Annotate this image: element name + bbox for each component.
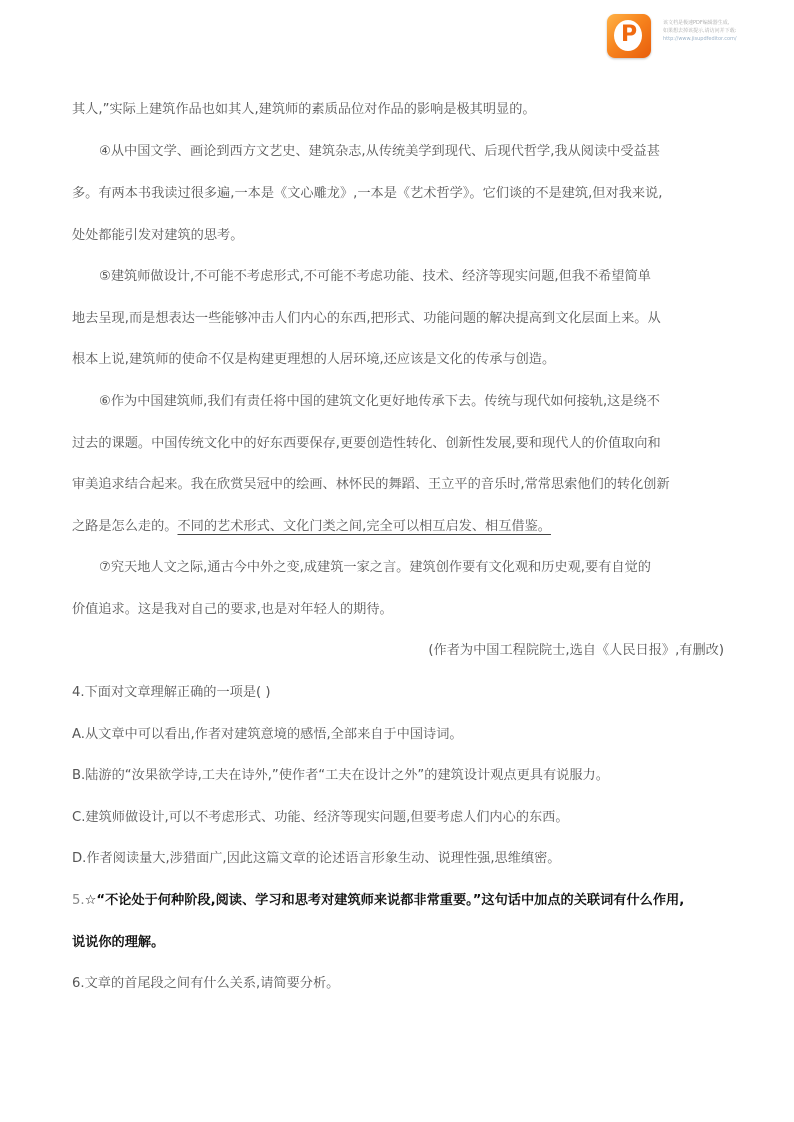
paragraph-5-line-3: 根本上说,建筑师的使命不仅是构建更理想的人居环境,还应该是文化的传承与创造。 xyxy=(72,352,556,367)
watermark-line-1: 该文档是极速PDF编辑器生成, xyxy=(663,20,730,26)
paragraph-7-line-2: 价值追求。这是我对自己的要求,也是对年轻人的期待。 xyxy=(72,602,393,617)
paragraph-6-line-4 xyxy=(72,517,551,537)
question-4-option-b: B.陆游的“汝果欲学诗,工夫在诗外,”使作者“工夫在设计之外”的建筑设计观点更具有说服力。 xyxy=(72,768,609,783)
question-5-line-1 xyxy=(72,891,684,911)
question-6: 6.文章的首尾段之间有什么关系,请简要分析。 xyxy=(72,976,340,991)
underlined-sentence: 不同的艺术形式、文化门类之间,完全可以相互启发、相互借鉴。 xyxy=(177,519,551,534)
paragraph-6-line-1: ⑥作为中国建筑师,我们有责任将中国的建筑文化更好地传承下去。传统与现代如何接轨,这是绕不 xyxy=(99,394,660,409)
paragraph-3-end: 其人,”实际上建筑作品也如其人,建筑师的素质品位对作品的影响是极其明显的。 xyxy=(72,102,536,117)
paragraph-4-line-1: ④从中国文学、画论到西方文艺史、建筑杂志,从传统美学到现代、后现代哲学,我从阅读中受益甚 xyxy=(99,144,660,159)
question-5-number: 5. xyxy=(72,893,85,908)
question-4-option-a: A.从文章中可以看出,作者对建筑意境的感悟,全部来自于中国诗词。 xyxy=(72,727,463,742)
article-source: (作者为中国工程院院士,选自《人民日报》,有删改) xyxy=(428,643,724,658)
paragraph-6-line-3: 审美追求结合起来。我在欣赏吴冠中的绘画、林怀民的舞蹈、王立平的音乐时,常常思索他们的转化创新 xyxy=(72,477,670,492)
question-5-text: ☆“不论处于何种阶段,阅读、学习和思考对建筑师来说都非常重要。”这句话中加点的关联词有什么作用, xyxy=(84,893,685,908)
paragraph-4-line-2: 多。有两本书我读过很多遍,一本是《文心雕龙》,一本是《艺术哲学》。它们谈的不是建筑,但对我来说, xyxy=(72,186,663,201)
watermark-url[interactable]: http://www.jisupdfeditor.com/ xyxy=(663,36,737,42)
paragraph-7-line-1: ⑦究天地人文之际,通古今中外之变,成建筑一家之言。建筑创作要有文化观和历史观,要有自觉的 xyxy=(99,560,651,575)
watermark-notice xyxy=(663,19,788,43)
paragraph-6-plain-text: 之路是怎么走的。 xyxy=(72,519,178,534)
paragraph-4-line-3: 处处都能引发对建筑的思考。 xyxy=(72,228,244,243)
paragraph-5-line-1: ⑤建筑师做设计,不可能不考虑形式,不可能不考虑功能、技术、经济等现实问题,但我不希望简单 xyxy=(99,269,651,284)
paragraph-6-line-2: 过去的课题。中国传统文化中的好东西要保存,更要创造性转化、创新性发展,要和现代人的价值取向和 xyxy=(72,436,661,451)
question-4-option-c: C.建筑师做设计,可以不考虑形式、功能、经济等现实问题,但要考虑人们内心的东西。 xyxy=(72,810,569,825)
question-4-option-d: D.作者阅读量大,涉猎面广,因此这篇文章的论述语言形象生动、说理性强,思维缜密。 xyxy=(72,851,561,866)
question-5-line-2: 说说你的理解。 xyxy=(72,935,165,950)
watermark-line-2: 如果想去掉该提示,请访问并下载: xyxy=(663,28,737,34)
question-4: 4.下面对文章理解正确的一项是( ) xyxy=(72,685,271,700)
logo-p-icon: P xyxy=(621,22,638,47)
pdf-editor-logo xyxy=(607,14,651,58)
paragraph-5-line-2: 地去呈现,而是想表达一些能够冲击人们内心的东西,把形式、功能问题的解决提高到文化层面上来。从 xyxy=(72,311,661,326)
